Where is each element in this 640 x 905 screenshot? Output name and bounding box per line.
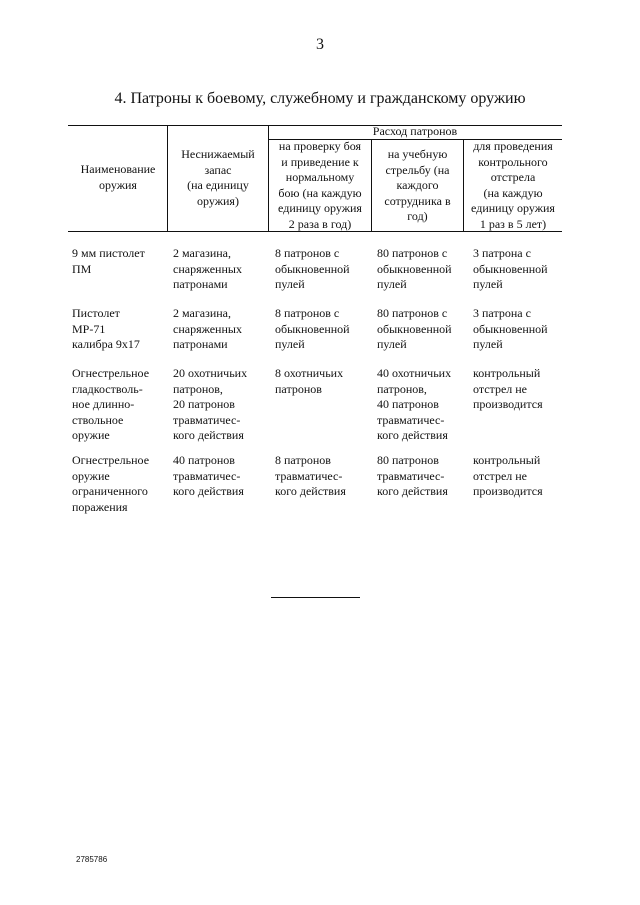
table-row-pm-control: 3 патрона с обыкновенной пулей [473,246,548,292]
table-row-pm-reserve: 2 магазина, снаряженных патронами [173,246,242,292]
table-row-smoothbore-check: 8 охотничьих патронов [275,366,344,396]
header-weapon-name: Наименование оружия [80,162,156,192]
table-row-limited-reserve: 40 патронов травматичес- кого действия [173,453,244,499]
page-number: 3 [316,36,324,53]
header-reserve: Неснижаемый запас (на единицу оружия) [181,147,255,208]
table-row-smoothbore-name: Огнестрельное гладкостволь- ное длинно- ствольное оружие [72,366,150,443]
table-row-limited-name: Огнестрельное оружие ограниченного поражения [72,453,150,514]
table-row-mr71-training: 80 патронов с обыкновенной пулей [377,306,452,352]
table-row-mr71-reserve: 2 магазина, снаряженных патронами [173,306,242,352]
table-row-mr71-control: 3 патрона с обыкновенной пулей [473,306,548,352]
header-control: для проведения контрольного отстрела (на каждую единицу оружия 1 раз в 5 лет) [471,139,555,231]
table-row-limited-training: 80 патронов травматичес- кого действия [377,453,448,499]
header-check-fire: на проверку боя и приведение к нормальному бою (на каждую единицу оружия 2 раза в год) [278,139,362,231]
table-row-limited-control: контрольный отстрел не производится [473,453,543,499]
table-row-pm-check: 8 патронов с обыкновенной пулей [275,246,350,292]
table-row-pm-name: 9 мм пистолет ПМ [72,246,145,276]
section-title: 4. Патроны к боевому, служебному и гражданскому оружию [114,90,526,107]
table-row-smoothbore-control: контрольный отстрел не производится [473,366,543,412]
table-row-smoothbore-training: 40 охотничьих патронов, 40 патронов травматичес- кого действия [377,366,452,443]
header-training: на учебную стрельбу (на каждого сотрудника в год) [384,147,451,224]
table-row-mr71-name: Пистолет МР-71 калибра 9х17 [72,306,140,352]
end-divider [271,597,360,598]
table-row-pm-training: 80 патронов с обыкновенной пулей [377,246,452,292]
table-row-mr71-check: 8 патронов с обыкновенной пулей [275,306,350,352]
document-id: 2785786 [76,855,108,864]
group-header: Расход патронов [372,124,458,138]
table-row-limited-check: 8 патронов травматичес- кого действия [275,453,346,499]
table-row-smoothbore-reserve: 20 охотничьих патронов, 20 патронов травматичес- кого действия [173,366,248,443]
